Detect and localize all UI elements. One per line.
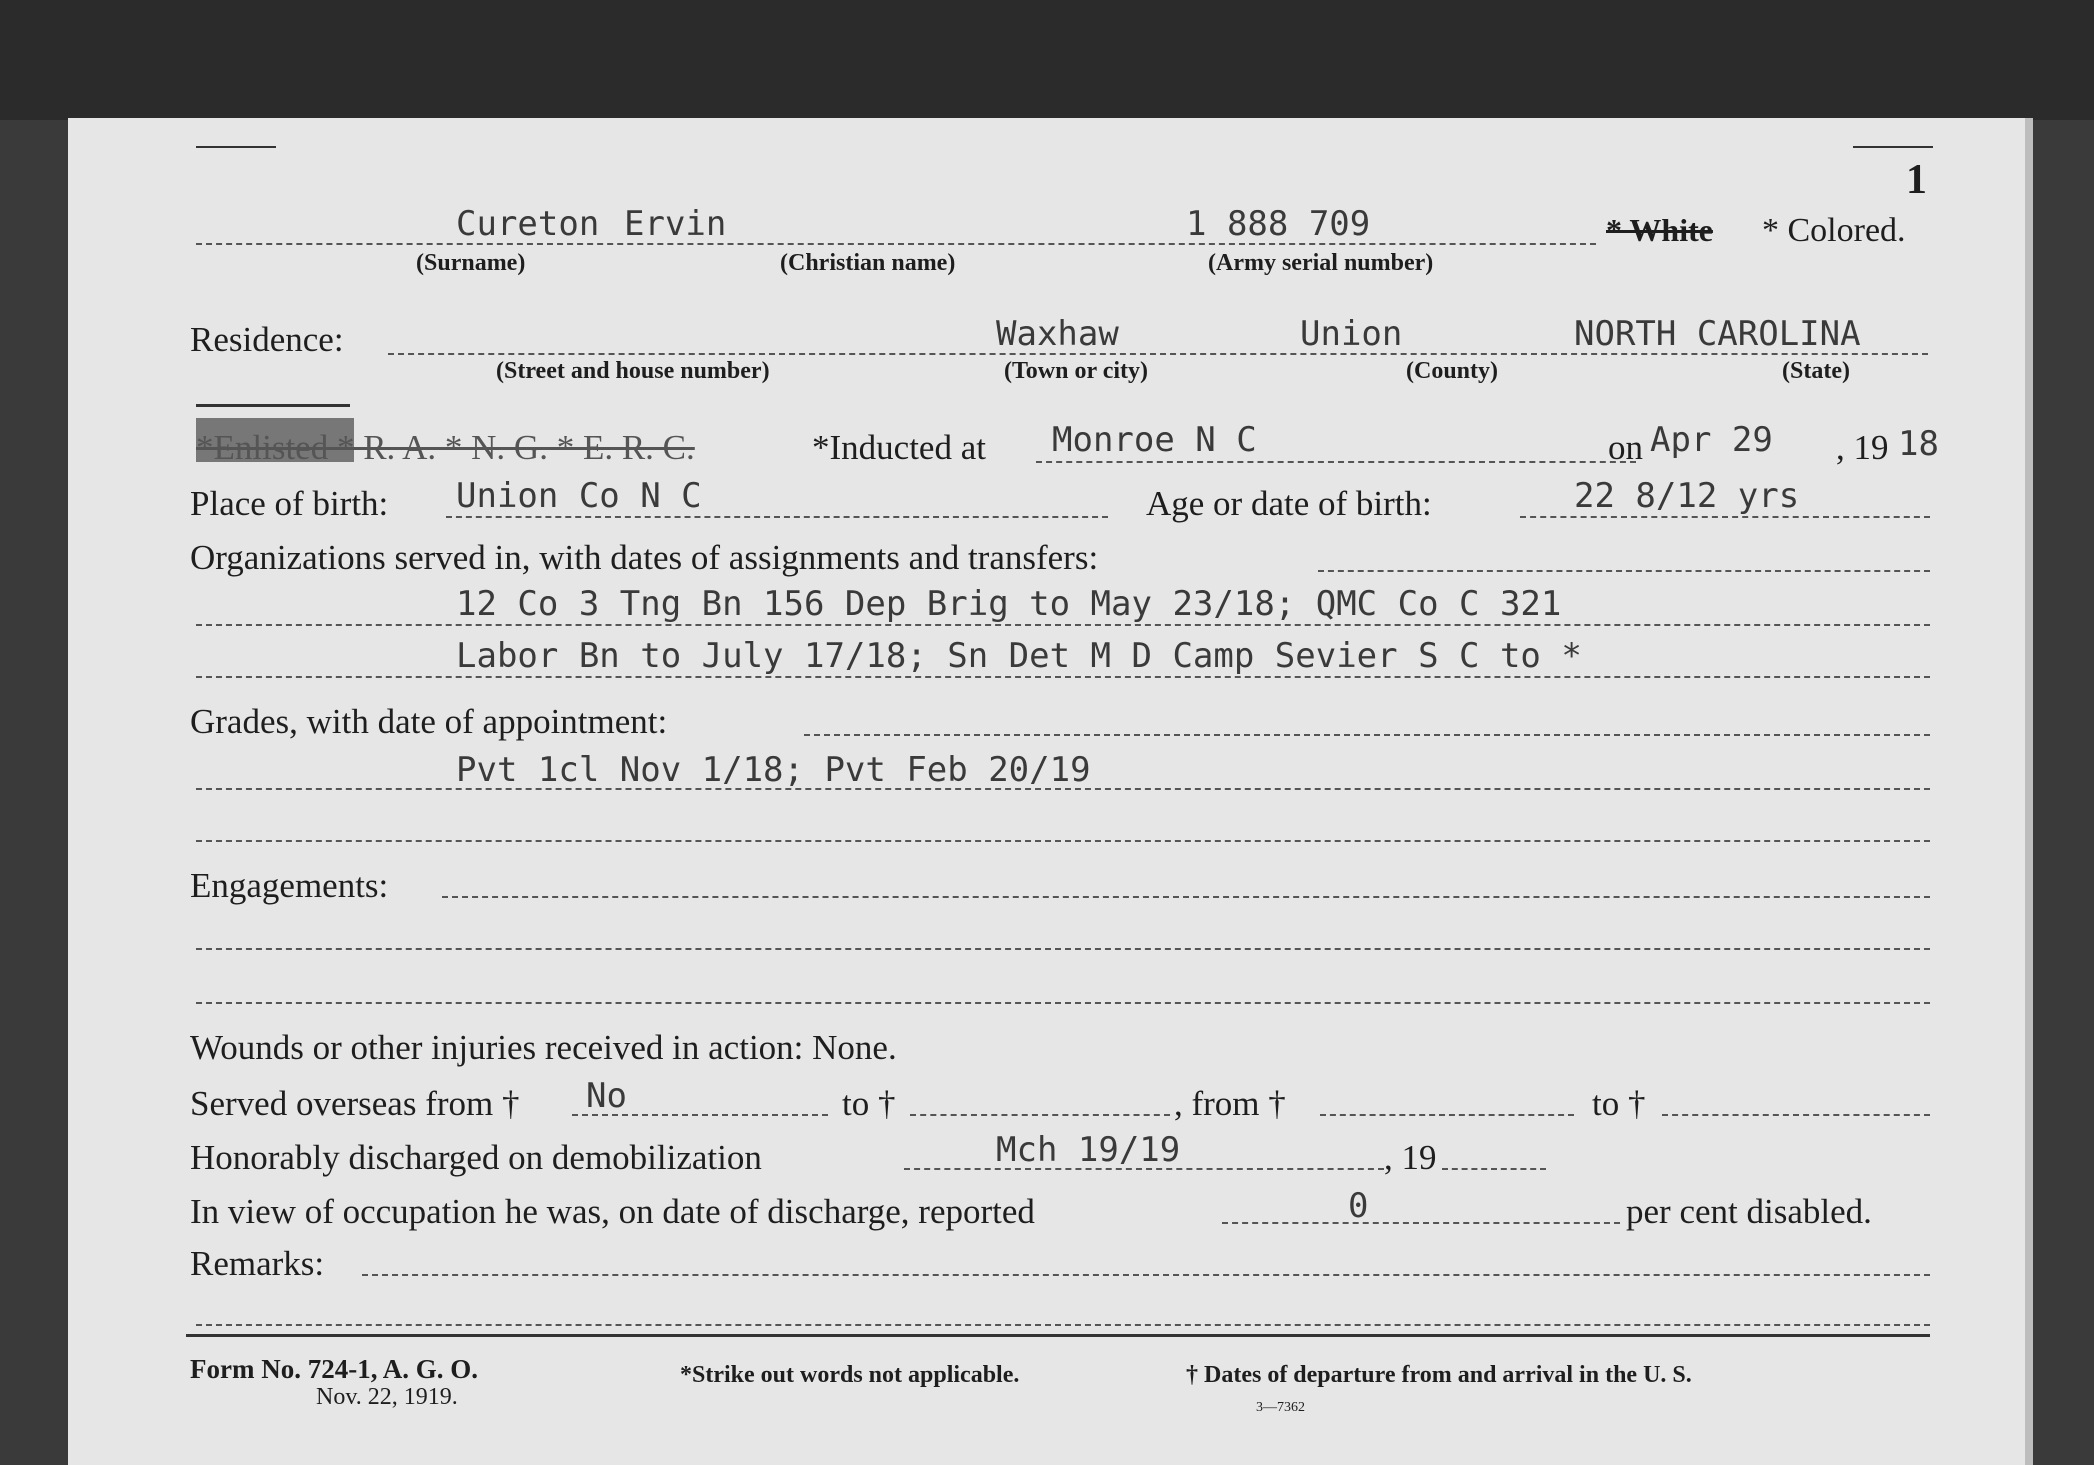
engagements-line-1 xyxy=(196,948,1930,950)
name-line xyxy=(196,243,1596,245)
discharge-date-value: Mch 19/19 xyxy=(996,1130,1181,1170)
disability-label: In view of occupation he was, on date of discharge, reported xyxy=(190,1192,1035,1231)
grades-label: Grades, with date of appointment: xyxy=(190,702,668,741)
inducted-place-value: Monroe N C xyxy=(1052,420,1257,460)
overseas-to2-label: to † xyxy=(1592,1084,1646,1123)
place-of-birth-value: Union Co N C xyxy=(456,476,702,516)
caption-serial-number: (Army serial number) xyxy=(1208,250,1434,276)
disability-line xyxy=(1222,1222,1620,1224)
serial-number-value: 1 888 709 xyxy=(1186,204,1371,244)
caption-christian-name: (Christian name) xyxy=(780,250,956,276)
residence-town-value: Waxhaw xyxy=(996,314,1119,354)
discharge-year-label: , 19 xyxy=(1384,1138,1437,1177)
place-of-birth-label: Place of birth: xyxy=(190,484,389,523)
footnote-dates: † Dates of departure from and arrival in the U. S. xyxy=(1186,1362,1692,1388)
card-edge xyxy=(2025,118,2033,1465)
race-white-option: * White xyxy=(1606,212,1713,248)
footer-rule xyxy=(186,1334,1930,1337)
organizations-line-2 xyxy=(196,676,1930,678)
discharge-year-line xyxy=(1442,1168,1546,1170)
place-of-birth-line xyxy=(446,516,1108,518)
overseas-from2-line xyxy=(1320,1114,1574,1116)
caption-surname: (Surname) xyxy=(416,250,526,276)
residence-label: Residence: xyxy=(190,320,344,359)
print-code: 3—7362 xyxy=(1256,1400,1305,1415)
overseas-from-value: No xyxy=(586,1076,627,1116)
inducted-line xyxy=(1036,461,1636,463)
overseas-from2-label: , from † xyxy=(1174,1084,1286,1123)
on-label: on xyxy=(1608,428,1643,467)
age-value: 22 8/12 yrs xyxy=(1574,476,1800,516)
inducted-label: *Inducted at xyxy=(812,428,986,467)
grades-entry-1: Pvt 1cl Nov 1/18; Pvt Feb 20/19 xyxy=(456,750,1091,790)
inducted-year-value: 18 xyxy=(1898,424,1939,464)
engagements-line-0 xyxy=(442,896,1930,898)
disability-value: 0 xyxy=(1348,1186,1369,1226)
organizations-label: Organizations served in, with dates of assignments and transfers: xyxy=(190,538,1099,577)
caption-street: (Street and house number) xyxy=(496,358,770,384)
christian-name-value: Ervin xyxy=(624,204,727,244)
corner-mark-right xyxy=(1853,146,1933,148)
enlisted-options: *Enlisted * R. A. * N. G. * E. R. C. xyxy=(196,428,695,467)
residence-county-value: Union xyxy=(1300,314,1403,354)
remarks-line-0 xyxy=(362,1274,1930,1276)
caption-county: (County) xyxy=(1406,358,1499,384)
organizations-line-1 xyxy=(196,624,1930,626)
organizations-entry-2: Labor Bn to July 17/18; Sn Det M D Camp Sevier S C to * xyxy=(456,636,1582,676)
card-number: 1 xyxy=(1906,157,1927,203)
organizations-entry-1: 12 Co 3 Tng Bn 156 Dep Brig to May 23/18; QMC Co C 321 xyxy=(456,584,1562,624)
caption-state: (State) xyxy=(1782,358,1850,384)
scan-background xyxy=(0,0,2094,120)
grades-line-2 xyxy=(196,840,1930,842)
engagements-label: Engagements: xyxy=(190,866,389,905)
corner-mark-left xyxy=(196,146,276,148)
form-date: Nov. 22, 1919. xyxy=(316,1384,458,1410)
year-prefix: , 19 xyxy=(1836,428,1889,467)
engagements-line-2 xyxy=(196,1002,1930,1004)
organizations-line-0 xyxy=(1318,570,1930,572)
strike-bar xyxy=(196,404,350,407)
remarks-line-1 xyxy=(196,1324,1930,1326)
overseas-label: Served overseas from † xyxy=(190,1084,520,1123)
remarks-label: Remarks: xyxy=(190,1244,325,1283)
overseas-to-line xyxy=(910,1114,1170,1116)
discharge-label: Honorably discharged on demobilization xyxy=(190,1138,762,1177)
age-line xyxy=(1520,516,1930,518)
surname-value: Cureton xyxy=(456,204,600,244)
grades-line-0 xyxy=(804,734,1930,736)
disability-suffix: per cent disabled. xyxy=(1626,1192,1872,1231)
wounds-text: Wounds or other injuries received in action: None. xyxy=(190,1028,897,1067)
age-label: Age or date of birth: xyxy=(1146,484,1432,523)
footnote-strike: *Strike out words not applicable. xyxy=(680,1362,1020,1388)
residence-state-value: NORTH CAROLINA xyxy=(1574,314,1861,354)
form-number: Form No. 724-1, A. G. O. xyxy=(190,1354,478,1384)
race-colored-option: * Colored. xyxy=(1762,212,1906,249)
inducted-date-value: Apr 29 xyxy=(1650,420,1773,460)
overseas-to2-line xyxy=(1662,1114,1930,1116)
overseas-to-label: to † xyxy=(842,1084,896,1123)
caption-town: (Town or city) xyxy=(1004,358,1148,384)
